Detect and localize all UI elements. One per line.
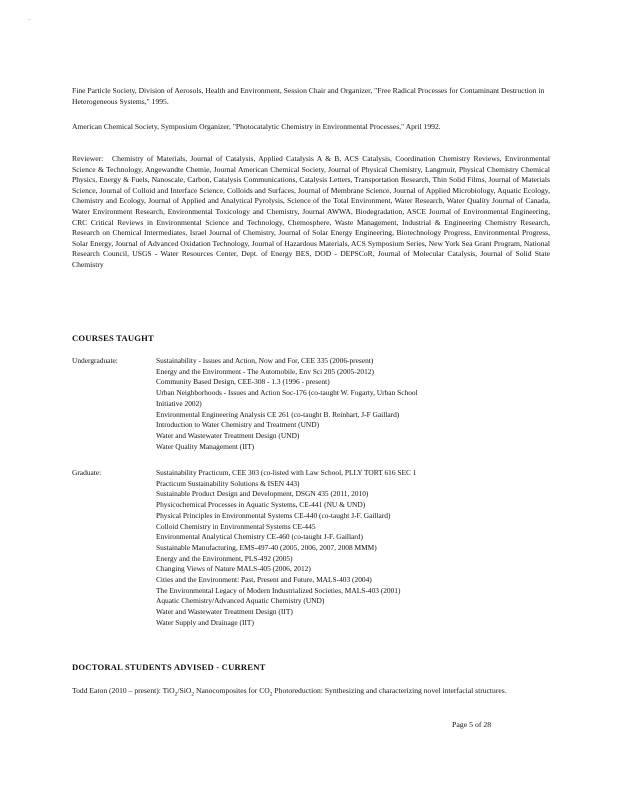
course-item: Practicum Sustainability Solutions & ISEN 443)	[156, 478, 300, 488]
subscript: 2	[174, 691, 178, 698]
course-item: Physicochemical Processes in Aquatic Systems, CE-441 (NU & UND)	[156, 500, 366, 510]
page-number: Page 5 of 28	[452, 720, 492, 729]
student-topic-part: TiO	[160, 686, 175, 695]
course-item: Sustainability Practicum, CEE 303 (co-listed with Law School, PLLY TORT 616 SEC 1	[156, 468, 417, 477]
course-item: Energy and the Environment, PLS-492 (2005)	[156, 553, 293, 563]
student-topic-part: Nanocomposites for CO	[194, 686, 270, 695]
course-item: Water and Wastewater Treatment Design (IIT)	[156, 607, 293, 617]
reviewer-journals: Chemistry of Materials, Journal of Catalysis, Applied Catalysis A & B, ACS Catalysis, Coordination Chemistry Reviews, Environmental Science & Technology, Angewandte Chemie, Journal American Chemical Society, Journal of Physical Chemistry, Langmuir, Physical Chemistry Chemical Physics, Energy & Fuels, Nanoscale, Carbon, Catalysis Communications, Catalysis Letters, Transportation Research, Thin Solid Films, Journal of Materials Science, Journal of Colloid and Interface Science, Colloids and Surfaces, Journal of Membrane Science, Journal of Applied Microbiology, Aquatic Ecology, Chemistry and Ecology, Journal of Applied and Analytical Pyrolysis, Science of the Total Environment, Water Research, Water Quality Journal of Canada, Water Environment Research, Environmental Toxicology and Chemistry, Journal AWWA, Biodegradation, ASCE Journal of Environmental Engineering, CRC Critical Reviews in Environmental Science and Technology, Chemosphere, Waste Management, Industrial & Engineering Chemistry Research, Research on Chemical Intermediates, Israel Journal of Chemistry, Journal of Solar Energy Engineering, Biotechnology Progress, Environmental Progress, Solar Energy, Journal of Advanced Oxidation Technology, Journal of Hazardous Materials, ACS Symposium Series, New York Sea Grant Program, National Research Council, USGS - Water Resources Center, Dept. of Energy BES, DOD - DEPSCoR, Journal of Molecular Catalysis, Journal of Solid State Chemistry	[72, 154, 550, 269]
course-item: Environmental Analytical Chemistry CE-460 (co-taught J-F. Gaillard)	[156, 532, 363, 542]
student-topic-part: /SiO	[177, 686, 192, 695]
course-item: Community Based Design, CEE-308 - 1.3 (1996 - present)	[156, 377, 330, 387]
graduate-course-list	[156, 468, 552, 629]
course-item: Sustainable Manufacturing, EMS-497-40 (2005, 2006, 2007, 2008 MMM)	[156, 542, 377, 552]
activity-text: Fine Particle Society, Division of Aerosols, Health and Environment, Session Chair and Organizer, "Free Radical Processes for Contaminant Destruction in Heterogeneous Systems," 1995.	[72, 86, 545, 106]
subscript: 2	[269, 691, 273, 698]
course-item: Water and Wastewater Treatment Design (UND)	[156, 430, 300, 440]
course-item: Changing Views of Nature MALS-405 (2006, 2012)	[156, 564, 311, 574]
course-item: Cities and the Environment: Past, Present and Future, MALS-403 (2004)	[156, 575, 372, 585]
courses-taught-heading: COURSES TAUGHT	[72, 333, 154, 343]
activity-entry-fine-particle	[72, 86, 550, 107]
course-item: Urban Neighborhoods - Issues and Action Soc-176 (co-taught W. Fogarty, Urban School	[156, 388, 418, 398]
course-item: Water Quality Management (IIT)	[156, 441, 255, 451]
doctoral-students-heading: DOCTORAL STUDENTS ADVISED - CURRENT	[72, 662, 266, 672]
course-item: Physical Principles in Environmental Systems CE-440 (co-taught J-F. Gaillard)	[156, 510, 391, 520]
course-item: Aquatic Chemistry/Advanced Aquatic Chemistry (UND)	[156, 596, 325, 606]
undergraduate-course-list	[156, 356, 552, 452]
course-item: Initiative 2002)	[156, 398, 202, 408]
student-name: Todd Eaton (2010 – present):	[72, 686, 161, 695]
course-item: Water Supply and Drainage (IIT)	[156, 617, 254, 627]
graduate-label: Graduate:	[72, 468, 102, 477]
subscript: 2	[191, 691, 195, 698]
course-item: Colloid Chemistry in Environmental Systems CE-445	[156, 521, 316, 531]
course-item: Environmental Engineering Analysis CE 261 (co-taught B. Reinhart, J-F Gaillard)	[156, 409, 400, 419]
course-item: Introduction to Water Chemistry and Treatment (UND)	[156, 420, 320, 430]
course-item: Sustainable Product Design and Development, DSGN 435 (2011, 2010)	[156, 489, 369, 499]
reviewer-label: Reviewer:	[72, 154, 104, 163]
activity-entry-acs	[72, 122, 550, 133]
course-item: The Environmental Legacy of Modern Industrialized Societies, MALS-403 (2001)	[156, 585, 401, 595]
course-item: Sustainability - Issues and Action, Now and For, CEE 335 (2006-present)	[156, 356, 374, 365]
undergraduate-label: Undergraduate:	[72, 356, 118, 365]
activity-text: American Chemical Society, Symposium Organizer, "Photocatalytic Chemistry in Environmental Processes," April 1992.	[72, 122, 441, 131]
scan-mark: ..	[28, 16, 31, 22]
student-topic-part: Photoreduction: Synthesizing and characterizing novel interfacial structures.	[272, 686, 507, 695]
course-item: Energy and the Environment - The Automobile, Env Sci 205 (2005-2012)	[156, 366, 374, 376]
reviewer-entry	[72, 154, 550, 271]
student-entry	[72, 686, 550, 700]
